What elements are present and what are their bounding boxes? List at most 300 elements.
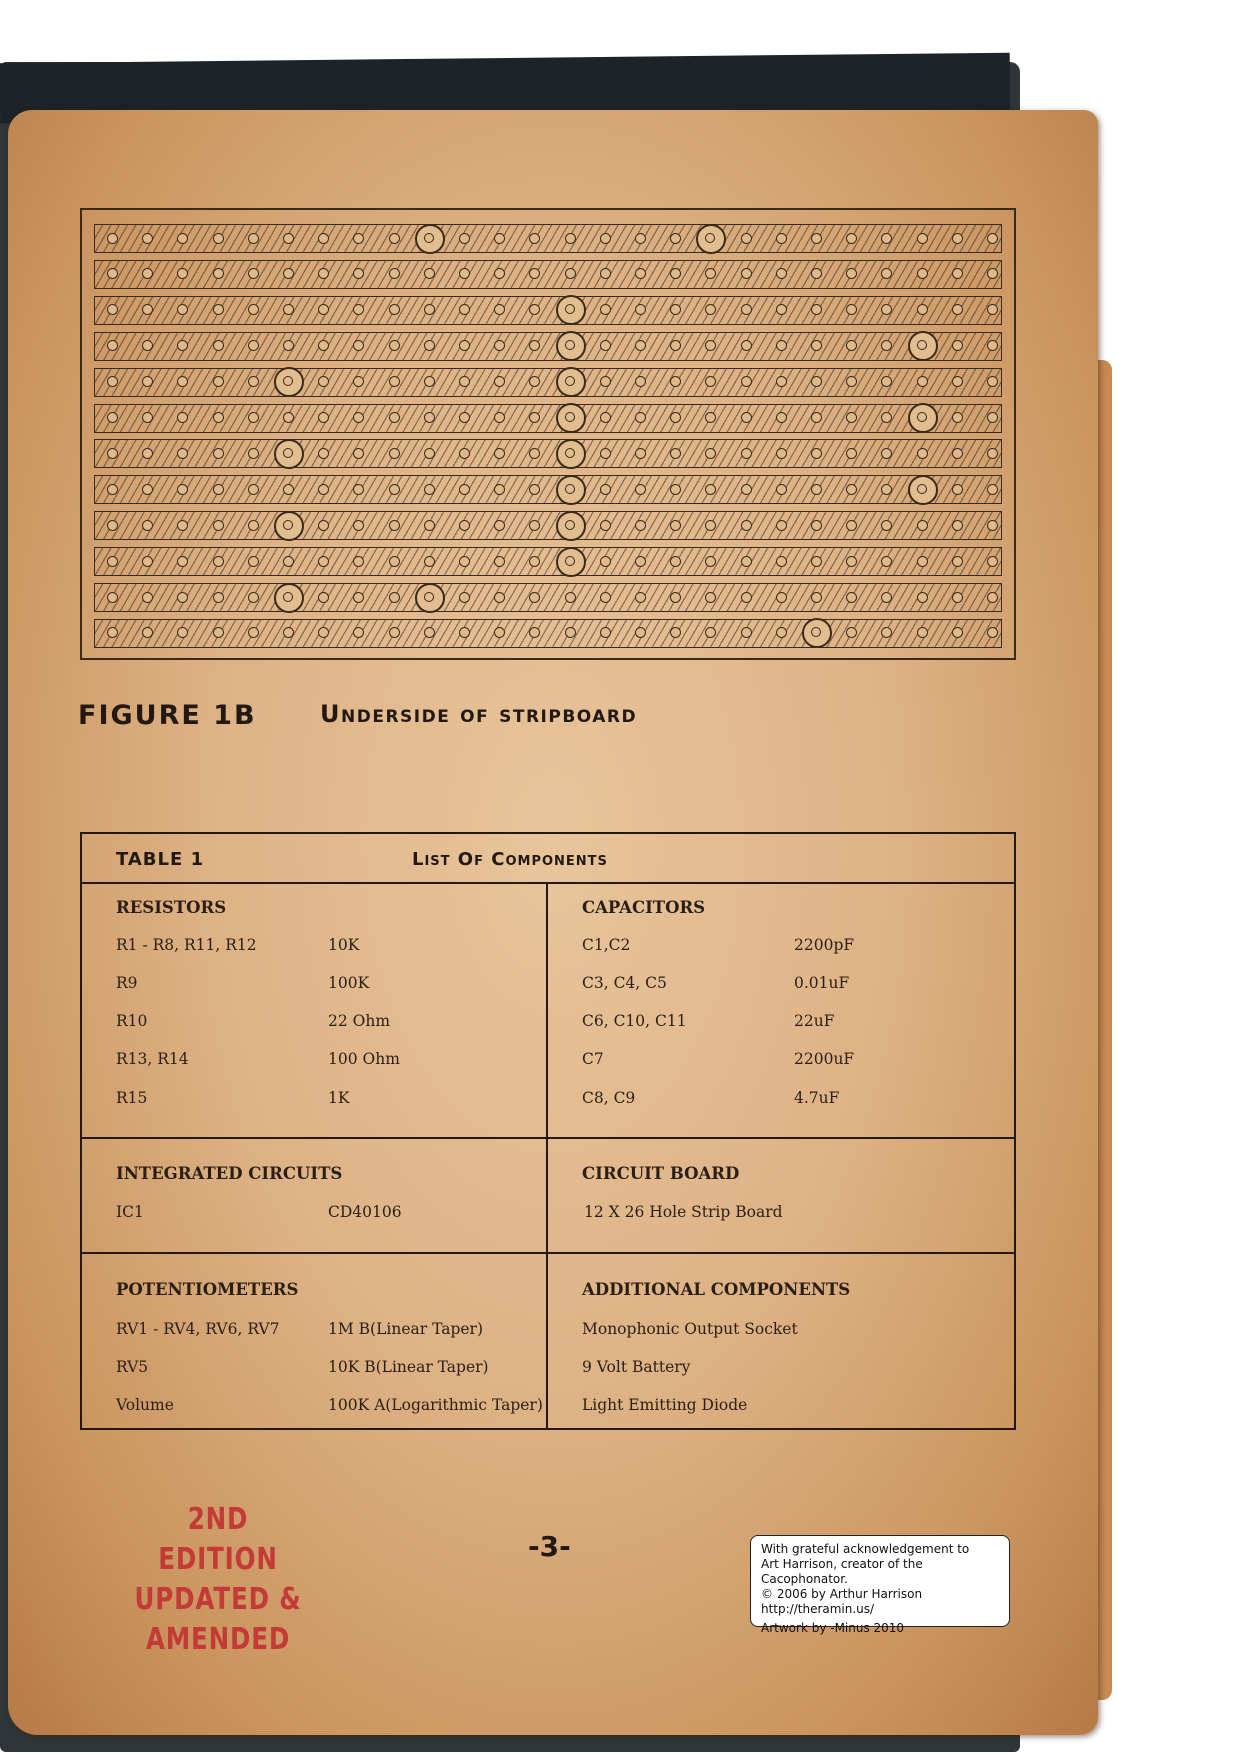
edition-stamp: [108, 1500, 328, 1660]
strip-hole: [846, 592, 857, 603]
strip-hole: [811, 484, 822, 495]
pot-part: RV5: [116, 1358, 149, 1376]
strip-hole: [635, 233, 646, 244]
strip-hole: [248, 627, 259, 638]
strip-hole: [318, 304, 329, 315]
strip-hole: [318, 340, 329, 351]
strip-hole: [811, 412, 822, 423]
strip-hole: [635, 412, 646, 423]
capacitor-value: 2200uF: [794, 1050, 855, 1068]
strip-hole: [705, 520, 716, 531]
strip-hole: [459, 412, 470, 423]
ic-part: IC1: [116, 1203, 144, 1221]
circuit-board-heading: CIRCUIT BOARD: [582, 1164, 740, 1183]
strip-hole: [811, 304, 822, 315]
strip-hole: [529, 520, 540, 531]
strip-hole: [248, 268, 259, 279]
strip-hole: [565, 233, 576, 244]
strip-hole: [600, 448, 611, 459]
strip-hole: [389, 412, 400, 423]
strip-hole: [283, 268, 294, 279]
strip-hole: [529, 627, 540, 638]
strip-hole: [107, 233, 118, 244]
strip-hole: [177, 556, 188, 567]
strip-hole: [776, 627, 787, 638]
strip-hole: [283, 484, 294, 495]
strip-hole: [424, 340, 435, 351]
strip-hole: [776, 520, 787, 531]
strip-hole: [987, 448, 998, 459]
credits-line: Artwork by -Minus 2010: [761, 1621, 905, 1635]
strip-hole: [846, 340, 857, 351]
strip-hole: [846, 304, 857, 315]
strip-hole: [917, 268, 928, 279]
strip-hole: [177, 520, 188, 531]
strip-hole: [494, 340, 505, 351]
strip-hole: [952, 520, 963, 531]
copper-strip: [94, 296, 1002, 325]
strip-hole: [318, 484, 329, 495]
strip-hole: [881, 412, 892, 423]
strip-hole: [881, 520, 892, 531]
strip-hole: [600, 376, 611, 387]
resistor-part: R9: [116, 974, 138, 992]
strip-hole: [248, 340, 259, 351]
strip-hole: [881, 484, 892, 495]
track-cut: [908, 475, 938, 505]
strip-hole: [952, 412, 963, 423]
strip-hole: [670, 448, 681, 459]
strip-hole: [213, 484, 224, 495]
strip-hole: [846, 412, 857, 423]
strip-hole: [353, 304, 364, 315]
strip-hole: [107, 592, 118, 603]
capacitor-value: 2200pF: [794, 936, 855, 954]
capacitor-value: 4.7uF: [794, 1089, 840, 1107]
strip-hole: [424, 268, 435, 279]
strip-hole: [670, 556, 681, 567]
strip-hole: [142, 448, 153, 459]
strip-hole: [635, 376, 646, 387]
strip-hole: [705, 304, 716, 315]
strip-hole: [600, 268, 611, 279]
strip-hole: [811, 448, 822, 459]
strip-hole: [389, 592, 400, 603]
strip-hole: [987, 484, 998, 495]
resistor-value: 22 Ohm: [328, 1012, 391, 1030]
strip-hole: [213, 627, 224, 638]
strip-hole: [529, 340, 540, 351]
copper-strip: [94, 439, 1002, 468]
strip-hole: [917, 520, 928, 531]
strip-hole: [459, 556, 470, 567]
strip-hole: [811, 520, 822, 531]
strip-hole: [177, 412, 188, 423]
copper-strip: [94, 619, 1002, 648]
stamp-line: AMENDED: [145, 1622, 291, 1657]
strip-hole: [705, 340, 716, 351]
strip-hole: [424, 412, 435, 423]
strip-hole: [635, 448, 646, 459]
strip-hole: [107, 340, 118, 351]
strip-hole: [635, 520, 646, 531]
strip-hole: [318, 556, 329, 567]
strip-hole: [459, 484, 470, 495]
strip-hole: [670, 233, 681, 244]
ics-heading: INTEGRATED CIRCUITS: [116, 1164, 343, 1183]
strip-hole: [881, 627, 892, 638]
strip-hole: [142, 376, 153, 387]
strip-hole: [107, 376, 118, 387]
strip-hole: [318, 448, 329, 459]
strip-hole: [213, 340, 224, 351]
track-cut: [556, 439, 586, 469]
strip-hole: [459, 340, 470, 351]
strip-hole: [987, 592, 998, 603]
strip-hole: [353, 233, 364, 244]
credits-line: Art Harrison, creator of the Cacophonator.: [761, 1557, 923, 1586]
strip-hole: [107, 627, 118, 638]
strip-hole: [776, 268, 787, 279]
strip-hole: [987, 376, 998, 387]
strip-hole: [177, 627, 188, 638]
strip-hole: [353, 484, 364, 495]
strip-hole: [142, 233, 153, 244]
strip-hole: [987, 340, 998, 351]
copper-strip: [94, 583, 1002, 612]
strip-hole: [494, 556, 505, 567]
strip-hole: [741, 412, 752, 423]
strip-hole: [705, 592, 716, 603]
resistor-value: 100 Ohm: [328, 1050, 400, 1068]
strip-hole: [353, 376, 364, 387]
strip-hole: [635, 484, 646, 495]
strip-hole: [424, 376, 435, 387]
strip-hole: [529, 376, 540, 387]
strip-hole: [248, 484, 259, 495]
strip-hole: [776, 340, 787, 351]
strip-hole: [213, 268, 224, 279]
strip-hole: [389, 627, 400, 638]
track-cut: [274, 439, 304, 469]
strip-hole: [142, 627, 153, 638]
strip-hole: [741, 520, 752, 531]
strip-hole: [670, 592, 681, 603]
strip-hole: [952, 304, 963, 315]
strip-hole: [987, 268, 998, 279]
strip-hole: [142, 268, 153, 279]
strip-hole: [635, 556, 646, 567]
strip-hole: [177, 376, 188, 387]
track-cut: [274, 511, 304, 541]
track-cut: [556, 367, 586, 397]
ic-value: CD40106: [328, 1203, 402, 1221]
track-cut: [908, 331, 938, 361]
strip-hole: [424, 304, 435, 315]
resistor-value: 1K: [328, 1089, 350, 1107]
track-cut: [802, 618, 832, 648]
strip-hole: [459, 304, 470, 315]
strip-hole: [917, 556, 928, 567]
strip-hole: [600, 340, 611, 351]
strip-hole: [741, 233, 752, 244]
strip-hole: [670, 304, 681, 315]
strip-hole: [635, 592, 646, 603]
strip-hole: [846, 448, 857, 459]
strip-hole: [952, 592, 963, 603]
strip-hole: [142, 592, 153, 603]
strip-hole: [705, 484, 716, 495]
strip-hole: [635, 268, 646, 279]
strip-hole: [811, 233, 822, 244]
strip-hole: [987, 412, 998, 423]
strip-hole: [107, 484, 118, 495]
copper-strip: [94, 511, 1002, 540]
strip-hole: [776, 448, 787, 459]
strip-hole: [600, 556, 611, 567]
strip-hole: [529, 556, 540, 567]
track-cut: [696, 224, 726, 254]
capacitor-part: C3, C4, C5: [582, 974, 667, 992]
pot-value: 10K B(Linear Taper): [328, 1358, 489, 1376]
strip-hole: [776, 556, 787, 567]
strip-hole: [494, 592, 505, 603]
strip-hole: [670, 376, 681, 387]
capacitor-value: 0.01uF: [794, 974, 850, 992]
strip-hole: [107, 304, 118, 315]
strip-hole: [494, 412, 505, 423]
strip-hole: [952, 556, 963, 567]
strip-hole: [107, 448, 118, 459]
pot-part: RV1 - RV4, RV6, RV7: [116, 1320, 280, 1338]
strip-hole: [600, 304, 611, 315]
resistor-part: R10: [116, 1012, 148, 1030]
strip-hole: [283, 556, 294, 567]
table-title: List Of Components: [412, 849, 608, 870]
strip-hole: [811, 592, 822, 603]
track-cut: [556, 331, 586, 361]
stamp-line: 2ND EDITION: [158, 1502, 278, 1577]
strip-hole: [177, 448, 188, 459]
strip-hole: [600, 412, 611, 423]
strip-hole: [952, 448, 963, 459]
potentiometers-heading: POTENTIOMETERS: [116, 1280, 299, 1299]
strip-hole: [670, 627, 681, 638]
strip-hole: [741, 268, 752, 279]
strip-hole: [353, 448, 364, 459]
strip-hole: [705, 376, 716, 387]
strip-hole: [248, 592, 259, 603]
strip-hole: [213, 412, 224, 423]
track-cut: [556, 403, 586, 433]
strip-hole: [987, 520, 998, 531]
strip-hole: [881, 376, 892, 387]
strip-hole: [389, 556, 400, 567]
strip-hole: [424, 520, 435, 531]
strip-hole: [987, 233, 998, 244]
copper-strip: [94, 547, 1002, 576]
strip-hole: [459, 268, 470, 279]
pot-value: 1M B(Linear Taper): [328, 1320, 484, 1338]
strip-hole: [670, 340, 681, 351]
strip-hole: [248, 448, 259, 459]
track-cut: [274, 367, 304, 397]
strip-hole: [881, 340, 892, 351]
resistor-value: 100K: [328, 974, 370, 992]
copper-strip: [94, 224, 1002, 253]
strip-hole: [213, 592, 224, 603]
strip-hole: [494, 520, 505, 531]
track-cut: [415, 583, 445, 613]
strip-hole: [248, 304, 259, 315]
strip-hole: [283, 627, 294, 638]
credits-box: [750, 1535, 1010, 1635]
capacitor-part: C1,C2: [582, 936, 631, 954]
strip-hole: [811, 268, 822, 279]
strip-hole: [283, 412, 294, 423]
strip-hole: [600, 484, 611, 495]
strip-hole: [881, 556, 892, 567]
strip-hole: [248, 233, 259, 244]
strip-hole: [424, 556, 435, 567]
page-number: -3-: [528, 1530, 571, 1563]
strip-hole: [213, 376, 224, 387]
resistor-part: R15: [116, 1089, 148, 1107]
strip-hole: [881, 304, 892, 315]
strip-hole: [776, 233, 787, 244]
strip-hole: [600, 592, 611, 603]
strip-hole: [565, 592, 576, 603]
strip-hole: [142, 304, 153, 315]
strip-hole: [705, 556, 716, 567]
track-cut: [415, 224, 445, 254]
capacitors-heading: CAPACITORS: [582, 898, 706, 917]
strip-hole: [459, 520, 470, 531]
strip-hole: [142, 412, 153, 423]
strip-hole: [459, 233, 470, 244]
copper-strip: [94, 332, 1002, 361]
strip-hole: [987, 304, 998, 315]
strip-hole: [318, 592, 329, 603]
capacitor-part: C6, C10, C11: [582, 1012, 687, 1030]
strip-hole: [389, 520, 400, 531]
figure-title: Underside of stripboard: [320, 700, 638, 728]
strip-hole: [107, 520, 118, 531]
additional-part: Monophonic Output Socket: [582, 1320, 798, 1338]
strip-hole: [424, 484, 435, 495]
capacitor-part: C7: [582, 1050, 604, 1068]
strip-hole: [353, 412, 364, 423]
strip-hole: [529, 233, 540, 244]
strip-hole: [846, 233, 857, 244]
strip-hole: [846, 376, 857, 387]
pot-part: Volume: [116, 1396, 174, 1414]
strip-hole: [881, 233, 892, 244]
strip-hole: [741, 340, 752, 351]
table-column-divider: [546, 882, 548, 1428]
strip-hole: [881, 448, 892, 459]
strip-hole: [670, 520, 681, 531]
strip-hole: [776, 592, 787, 603]
track-cut: [556, 511, 586, 541]
strip-hole: [177, 268, 188, 279]
strip-hole: [177, 340, 188, 351]
strip-hole: [213, 520, 224, 531]
strip-hole: [318, 520, 329, 531]
strip-hole: [670, 268, 681, 279]
stripboard-diagram: [80, 208, 1016, 660]
credits-link[interactable]: http://theramin.us/: [761, 1602, 875, 1616]
strip-hole: [177, 304, 188, 315]
resistor-part: R13, R14: [116, 1050, 189, 1068]
strip-hole: [846, 268, 857, 279]
strip-hole: [494, 448, 505, 459]
strip-hole: [881, 592, 892, 603]
stamp-line: UPDATED &: [134, 1582, 302, 1617]
strip-hole: [987, 627, 998, 638]
additional-part: 9 Volt Battery: [582, 1358, 691, 1376]
strip-hole: [952, 268, 963, 279]
strip-hole: [917, 304, 928, 315]
strip-hole: [424, 448, 435, 459]
strip-hole: [177, 233, 188, 244]
strip-hole: [846, 556, 857, 567]
strip-hole: [283, 304, 294, 315]
strip-hole: [529, 448, 540, 459]
strip-hole: [353, 627, 364, 638]
strip-hole: [952, 376, 963, 387]
capacitor-part: C8, C9: [582, 1089, 636, 1107]
strip-hole: [529, 412, 540, 423]
strip-hole: [177, 484, 188, 495]
strip-hole: [459, 448, 470, 459]
strip-hole: [283, 340, 294, 351]
strip-hole: [846, 484, 857, 495]
strip-hole: [529, 268, 540, 279]
strip-hole: [389, 448, 400, 459]
strip-hole: [952, 233, 963, 244]
track-cut: [556, 475, 586, 505]
strip-hole: [142, 484, 153, 495]
strip-hole: [107, 412, 118, 423]
strip-hole: [318, 233, 329, 244]
strip-hole: [213, 304, 224, 315]
capacitor-value: 22uF: [794, 1012, 835, 1030]
strip-hole: [952, 484, 963, 495]
strip-hole: [142, 340, 153, 351]
strip-hole: [353, 556, 364, 567]
strip-hole: [776, 304, 787, 315]
strip-hole: [318, 412, 329, 423]
strip-hole: [318, 627, 329, 638]
strip-hole: [494, 268, 505, 279]
strip-hole: [987, 556, 998, 567]
track-cut: [274, 583, 304, 613]
additional-components-heading: ADDITIONAL COMPONENTS: [582, 1280, 851, 1299]
strip-hole: [529, 484, 540, 495]
strip-hole: [600, 520, 611, 531]
strip-hole: [107, 268, 118, 279]
strip-hole: [600, 233, 611, 244]
strip-hole: [917, 627, 928, 638]
strip-hole: [494, 233, 505, 244]
strip-hole: [917, 448, 928, 459]
strip-hole: [107, 556, 118, 567]
strip-hole: [811, 556, 822, 567]
strip-hole: [741, 304, 752, 315]
strip-hole: [670, 412, 681, 423]
circuit-board-part: 12 X 26 Hole Strip Board: [584, 1203, 783, 1221]
